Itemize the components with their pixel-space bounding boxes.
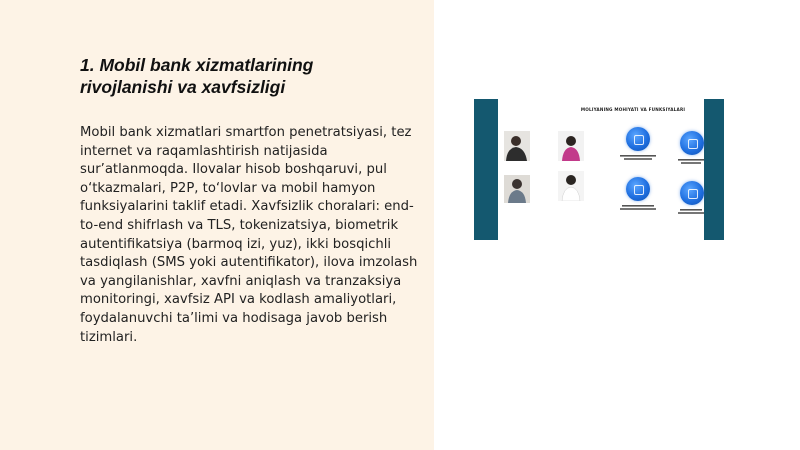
feature-caption-placeholder xyxy=(616,155,660,161)
person-silhouette-icon xyxy=(558,131,584,161)
feature-circle-icon xyxy=(680,181,704,205)
video-tile-4 xyxy=(558,171,584,201)
body-paragraph: Mobil bank xizmatlari smartfon penetratsiyasi, tez internet va raqamlashtirish natijasida sur’atlanmoqda. Ilovalar hisob boshqaruvi, pul o‘tkazmalari, P2P, to‘lovlar va mobil hamyon funksiyalarini taklif etadi. Xavfsizlik choralari: end-to-end shifrlash va TLS, tokenizatsiya, biometrik autentifikatsiya (barmoq izi, yuz), ikki bosqichli tasdiqlash (SMS yoki autentifikator), ilova imzolash va yangilanishlar, xavfni aniqlash va tranzaksiya monitoringi, xavfsiz API va kodlash amaliyotlari, foydalanuvchi ta’limi va hodisaga javob berish tizimlari. xyxy=(80,125,418,345)
embedded-slide-image xyxy=(474,99,724,240)
feature-circle-icon xyxy=(680,131,704,155)
feature-caption-placeholder xyxy=(676,159,706,165)
embedded-slide-content xyxy=(498,99,704,240)
person-silhouette-icon xyxy=(504,131,530,161)
feature-caption-placeholder xyxy=(616,205,660,211)
video-tile-2 xyxy=(558,131,584,161)
person-silhouette-icon xyxy=(504,175,530,203)
feature-circle-icon xyxy=(626,177,650,201)
feature-circle-icon xyxy=(626,127,650,151)
video-tile-1 xyxy=(504,131,530,161)
slide-title: 1. Mobil bank xizmatlarining rivojlanishi va xavfsizligi xyxy=(80,55,314,97)
video-tile-3 xyxy=(504,175,530,203)
feature-caption-placeholder xyxy=(676,209,706,215)
person-silhouette-icon xyxy=(558,171,584,201)
embedded-slide-title: MOLIYANING MOHIYATI VA FUNKSIYALARI xyxy=(580,107,686,112)
